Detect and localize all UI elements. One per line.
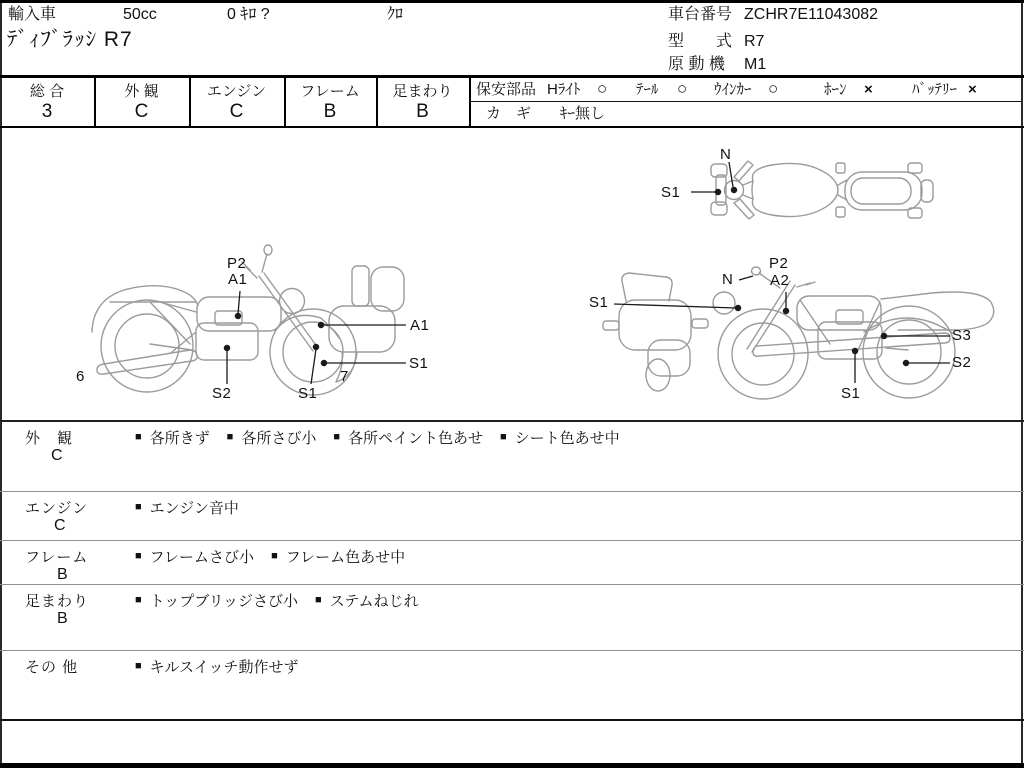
marker-s1-right-bottom: S1: [841, 385, 861, 402]
condition-item-text: トップブリッジさび小: [149, 593, 299, 610]
condition-item-text: フレーム色あせ中: [285, 549, 406, 566]
color-value: ｸﾛ: [387, 6, 404, 23]
model-code-label: 型 式: [668, 33, 733, 50]
section-rule: [0, 650, 1024, 651]
condition-section-label: フレーム: [25, 549, 89, 566]
taillight-status: ○: [677, 79, 688, 98]
condition-items: [135, 427, 620, 448]
chassis-number-label: 車台番号: [668, 6, 733, 23]
engine-code-label: 原 動 機: [668, 56, 725, 73]
bottom-border: [0, 763, 1024, 768]
marker-p2-right: P2: [769, 255, 789, 272]
bullet-icon: ■: [500, 431, 507, 443]
condition-section-label: 外 観: [25, 430, 74, 447]
marker-n-right: N: [722, 271, 734, 288]
condition-item-text: シート色あせ中: [514, 430, 620, 447]
key-status: ｷｰ無し: [560, 105, 606, 122]
condition-grade: C: [54, 517, 66, 534]
rating-undercarriage-label: 足まわり: [392, 83, 453, 100]
section-rule: [0, 540, 1024, 541]
battery-label: ﾊﾞｯﾃﾘｰ: [912, 81, 958, 98]
condition-item-text: 各所さび小: [241, 430, 317, 447]
bike-rear-view: [603, 273, 708, 391]
bullet-icon: ■: [315, 594, 322, 606]
motorcycle-damage-diagram: [0, 127, 1024, 420]
bike-side-view-left: [92, 245, 356, 395]
section-rule: [0, 719, 1024, 721]
model-code-value: R7: [744, 33, 765, 50]
condition-section-label: エンジン: [25, 500, 89, 517]
model-name: ﾃﾞｨﾌﾞﾗｯｼ R7: [7, 28, 133, 51]
winker-label: ｳｲﾝｶｰ: [714, 81, 752, 98]
condition-section-label: 足まわり: [25, 593, 90, 610]
rating-overall-value: 3: [41, 101, 53, 122]
rating-exterior-value: C: [134, 101, 149, 122]
taillight-label: ﾃｰﾙ: [636, 81, 659, 98]
safety-row-divider: [470, 101, 1022, 102]
bullet-icon: ■: [333, 431, 340, 443]
marker-num-7: 7: [340, 368, 349, 385]
rating-frame-value: B: [323, 101, 337, 122]
section-rule: [0, 584, 1024, 585]
condition-grade: B: [57, 566, 68, 583]
condition-section-label: その 他: [25, 659, 79, 676]
marker-s1-left: S1: [298, 385, 318, 402]
winker-status: ○: [768, 79, 779, 98]
condition-item-text: フレームさび小: [149, 549, 255, 566]
condition-item-text: 各所きず: [149, 430, 210, 447]
bullet-icon: ■: [135, 550, 142, 562]
condition-item-text: 各所ペイント色あせ: [348, 430, 484, 447]
rating-engine-label: エンジン: [206, 83, 267, 100]
rating-overall-label: 総 合: [29, 83, 65, 100]
marker-s2-left: S2: [212, 385, 232, 402]
marker-n-topview: N: [720, 146, 732, 163]
condition-item-text: エンジン音中: [149, 500, 239, 517]
condition-grade: C: [51, 447, 63, 464]
marker-a2-right: A2: [770, 272, 790, 289]
marker-s1-topview: S1: [661, 184, 681, 201]
marker-s1-front: S1: [409, 355, 429, 372]
condition-items: [135, 590, 419, 611]
condition-items: [135, 546, 405, 567]
bullet-icon: ■: [226, 431, 234, 443]
key-label: カ ギ: [486, 105, 532, 122]
bullet-icon: ■: [135, 431, 142, 443]
section-rule: [0, 491, 1024, 492]
condition-item-text: キルスイッチ動作せず: [149, 659, 299, 676]
safety-parts-title: 保安部品: [476, 81, 537, 98]
rating-exterior-label: 外 観: [124, 83, 159, 100]
condition-item-text: ステムねじれ: [329, 593, 419, 610]
bullet-icon: ■: [135, 660, 142, 672]
chassis-number-value: ZCHR7E11043082: [744, 6, 879, 23]
horn-status: ×: [864, 81, 873, 98]
rating-frame-label: フレーム: [300, 83, 360, 100]
ratings-top-rule: [0, 75, 1024, 78]
marker-s3-right: S3: [952, 327, 972, 344]
marker-a1-left: A1: [228, 271, 248, 288]
rating-divider: [469, 78, 471, 126]
rating-undercarriage-value: B: [416, 101, 429, 122]
vehicle-type-label: 輸入車: [8, 6, 57, 23]
battery-status: ×: [968, 81, 977, 98]
horn-label: ﾎｰﾝ: [824, 81, 847, 98]
section-rule: [0, 420, 1024, 422]
top-border: [0, 0, 1024, 3]
bullet-icon: ■: [135, 594, 142, 606]
bullet-icon: ■: [271, 550, 278, 562]
engine-code-value: M1: [744, 56, 767, 73]
marker-a1-front: A1: [410, 317, 430, 334]
marker-s1-right-fork: S1: [589, 294, 609, 311]
condition-items: [135, 497, 239, 518]
mileage-value: 0 ｷﾛ ?: [227, 6, 270, 23]
headlight-label: Hﾗｲﾄ: [547, 81, 581, 98]
marker-num-6: 6: [76, 368, 85, 385]
condition-items: [135, 656, 298, 677]
rating-engine-value: C: [229, 101, 244, 122]
marker-s2-right: S2: [952, 354, 972, 371]
bike-top-view: [711, 161, 933, 219]
bullet-icon: ■: [135, 501, 142, 513]
marker-p2-left: P2: [227, 255, 247, 272]
displacement-value: 50cc: [123, 6, 157, 23]
condition-grade: B: [57, 610, 68, 627]
headlight-status: ○: [597, 79, 608, 98]
